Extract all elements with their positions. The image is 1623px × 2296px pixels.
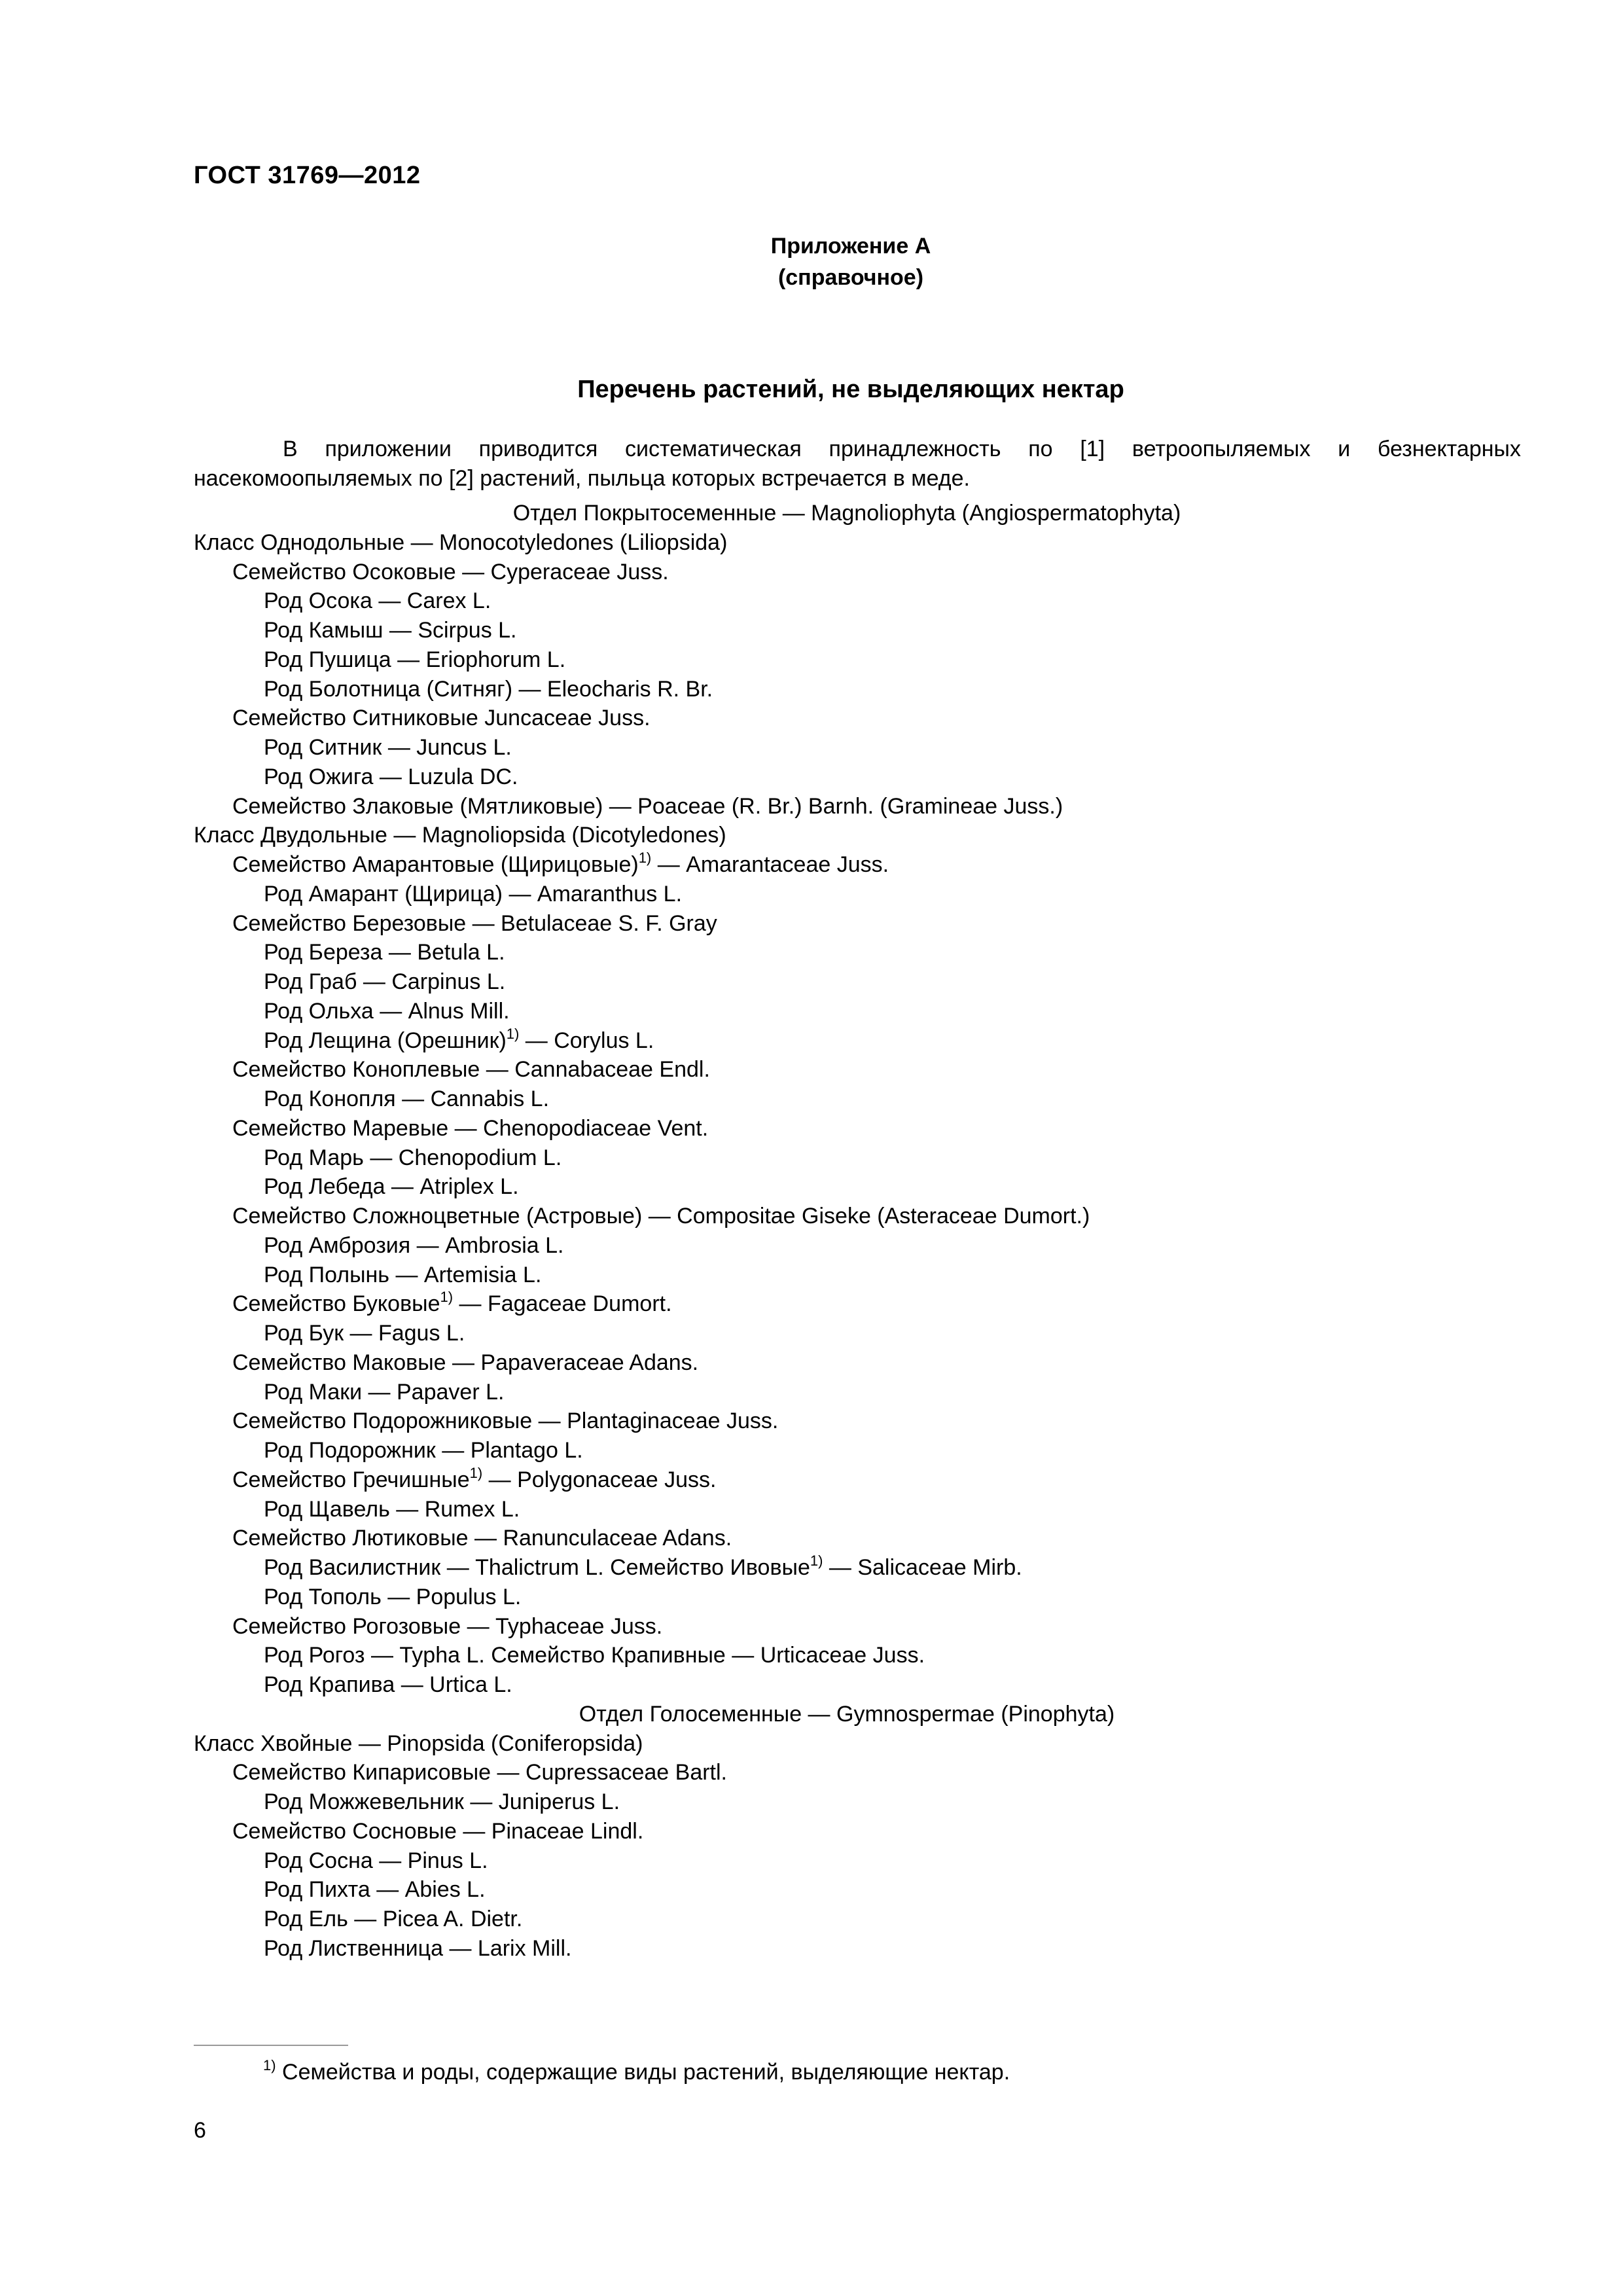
- genus-item: [194, 1583, 1568, 1612]
- genus-item: [194, 1085, 1568, 1114]
- family-item-text: Семейство Буковые: [232, 1291, 440, 1317]
- genus-item: [194, 1846, 1568, 1876]
- class-item-text: Класс Однодольные — Monocotyledones (Liliopsida): [194, 529, 728, 555]
- family-item-text: Семейство Лютиковые — Ranunculaceae Adans.: [232, 1526, 732, 1551]
- family-item: [194, 1465, 1568, 1495]
- footnote-marker: 1): [263, 2057, 276, 2073]
- family-item-text: Семейство Маревые — Chenopodiaceae Vent.: [232, 1115, 709, 1141]
- family-item-text: Семейство Злаковые (Мятликовые) — Poaceae (R. Br.) Barnh. (Gramineae Juss.): [232, 793, 1063, 819]
- genus-item-text: Род Граб — Carpinus L.: [264, 969, 506, 994]
- family-item-text: Семейство Сложноцветные (Астровые) — Compositae Giseke (Asteraceae Dumort.): [232, 1204, 1090, 1229]
- genus-item-text: Род Василистник — Thalictrum L. Семейство Ивовые: [264, 1555, 810, 1580]
- family-item: [194, 909, 1568, 939]
- genus-item-text: Род Можжевельник — Juniperus L.: [264, 1789, 620, 1814]
- genus-item-text: Род Ситник — Juncus L.: [264, 735, 512, 760]
- appendix-heading: [0, 230, 1623, 293]
- genus-item: [194, 1143, 1568, 1173]
- family-item-text: Семейство Рогозовые — Typhaceae Juss.: [232, 1613, 663, 1639]
- family-item-text: Семейство Сосновые — Pinaceae Lindl.: [232, 1818, 644, 1844]
- genus-item: [194, 616, 1568, 645]
- class-item-text: Класс Двудольные — Magnoliopsida (Dicotyledones): [194, 823, 726, 848]
- family-item: [194, 850, 1568, 880]
- footnote-text: Семейства и роды, содержащие виды растений, выделяющие нектар.: [276, 2060, 1010, 2085]
- genus-item: [194, 675, 1568, 704]
- genus-item-text: Род Пушица — Eriophorum L.: [264, 647, 566, 672]
- genus-item-text: Род Лиственница — Larix Mill.: [264, 1935, 572, 1961]
- appendix-kind: (справочное): [777, 265, 924, 290]
- genus-item: [194, 586, 1568, 616]
- family-item-text: Семейство Маковые — Papaveraceae Adans.: [232, 1350, 699, 1375]
- genus-item-text: Род Марь — Chenopodium L.: [264, 1145, 562, 1170]
- genus-item-text: Род Амброзия — Ambrosia L.: [264, 1232, 564, 1258]
- genus-item-text: Род Амарант (Щирица) — Amaranthus L.: [264, 881, 683, 906]
- genus-item: [194, 1641, 1568, 1670]
- appendix-title: Приложение А: [770, 234, 931, 259]
- family-item-text: Семейство Березовые — Betulaceae S. F. Gray: [232, 910, 717, 936]
- genus-item-text: Род Ольха — Alnus Mill.: [264, 998, 510, 1024]
- division-heading: [194, 499, 1500, 528]
- page-number: 6: [194, 2118, 206, 2143]
- family-item: [194, 1612, 1568, 1641]
- class-item-text: Класс Хвойные — Pinopsida (Coniferopsida): [194, 1731, 643, 1756]
- class-item: [194, 821, 1568, 850]
- genus-item-text: Род Крапива — Urtica L.: [264, 1672, 512, 1697]
- genus-item: [194, 880, 1568, 909]
- family-item-text-continued: — Fagaceae Dumort.: [453, 1291, 672, 1317]
- genus-item-text: Род Осока — Carex L.: [264, 588, 491, 614]
- family-item: [194, 1202, 1568, 1231]
- footnote-ref: 1): [810, 1552, 823, 1569]
- genus-item: [194, 1787, 1568, 1817]
- genus-item: [194, 733, 1568, 762]
- genus-item: [194, 1495, 1568, 1524]
- family-item: [194, 1524, 1568, 1553]
- family-item: [194, 1407, 1568, 1436]
- genus-item-text: Род Сосна — Pinus L.: [264, 1848, 488, 1873]
- genus-item-text: Род Лещина (Орешник): [264, 1028, 507, 1053]
- genus-item-text: Род Камыш — Scirpus L.: [264, 618, 517, 643]
- genus-item: [194, 1172, 1568, 1202]
- genus-item-text: Род Подорожник — Plantago L.: [264, 1438, 583, 1463]
- genus-item: [194, 1436, 1568, 1465]
- footnote-ref: 1): [469, 1464, 483, 1481]
- family-item-text: Семейство Гречишные: [232, 1467, 470, 1492]
- genus-item-text: Род Рогоз — Typha L. Семейство Крапивные — Urticaceae Juss.: [264, 1643, 925, 1668]
- genus-item: [194, 997, 1568, 1026]
- family-item-text-continued: — Amarantaceae Juss.: [651, 852, 889, 877]
- footnote-ref: 1): [440, 1289, 454, 1306]
- genus-item-text: Род Конопля — Cannabis L.: [264, 1086, 550, 1111]
- genus-item: [194, 967, 1568, 997]
- genus-item: [194, 1905, 1568, 1934]
- family-item: [194, 1055, 1568, 1085]
- family-item-text-continued: — Polygonaceae Juss.: [482, 1467, 717, 1492]
- footnote: [263, 2056, 1010, 2088]
- genus-item-text: Род Тополь — Populus L.: [264, 1584, 522, 1609]
- genus-item: [194, 1875, 1568, 1905]
- division-heading-text: Отдел Покрытосеменные — Magnoliophyta (Angiospermatophyta): [512, 501, 1181, 526]
- class-item: [194, 528, 1568, 558]
- genus-item-text-continued: — Salicaceae Mirb.: [823, 1555, 1022, 1580]
- family-item: [194, 792, 1568, 821]
- genus-item: [194, 1553, 1568, 1583]
- genus-item-text: Род Пихта — Abies L.: [264, 1877, 486, 1903]
- list-title: Перечень растений, не выделяющих нектар: [577, 376, 1124, 403]
- family-item: [194, 1114, 1568, 1143]
- genus-item-text: Род Береза — Betula L.: [264, 940, 505, 965]
- footnote-divider: [194, 2045, 348, 2046]
- family-item: [194, 704, 1568, 733]
- taxonomy-list: [194, 499, 1568, 1964]
- genus-item-text: Род Ель — Picea A. Dietr.: [264, 1907, 523, 1931]
- genus-item: [194, 1934, 1568, 1964]
- intro-paragraph: В приложении приводится систематическая принадлежность по [1] ветроопыляемых и безнектарных насекомоопыляемых по [2] растений, пыльца которых встречается в меде.: [194, 437, 1521, 491]
- genus-item: [194, 1378, 1568, 1407]
- genus-item: [194, 1670, 1568, 1700]
- family-item-text: Семейство Коноплевые — Cannabaceae Endl.: [232, 1057, 710, 1083]
- genus-item-text: Род Болотница (Ситняг) — Eleocharis R. Br.: [264, 676, 713, 702]
- footnote-ref: 1): [506, 1025, 520, 1042]
- genus-item: [194, 1026, 1568, 1056]
- genus-item: [194, 938, 1568, 967]
- family-item: [194, 1289, 1568, 1319]
- family-item: [194, 1817, 1568, 1846]
- class-item: [194, 1729, 1568, 1759]
- document-code: ГОСТ 31769—2012: [194, 162, 421, 189]
- genus-item-text-continued: — Corylus L.: [519, 1028, 654, 1053]
- family-item-text: Семейство Осоковые — Cyperaceae Juss.: [232, 559, 669, 584]
- family-item-text: Семейство Амарантовые (Щирицовые): [232, 852, 639, 877]
- family-item-text: Семейство Ситниковые Juncaceae Juss.: [232, 706, 651, 731]
- genus-item-text: Род Полынь — Artemisia L.: [264, 1262, 542, 1287]
- footnote-ref: 1): [638, 850, 652, 866]
- genus-item: [194, 762, 1568, 792]
- genus-item: [194, 645, 1568, 675]
- genus-item-text: Род Маки — Papaver L.: [264, 1379, 505, 1405]
- genus-item-text: Род Ожига — Luzula DC.: [264, 764, 518, 789]
- division-heading-text: Отдел Голосеменные — Gymnospermae (Pinophyta): [579, 1701, 1115, 1727]
- family-item-text: Семейство Подорожниковые — Plantaginaceae Juss.: [232, 1408, 779, 1434]
- family-item: [194, 1348, 1568, 1378]
- genus-item: [194, 1231, 1568, 1261]
- family-item-text: Семейство Кипарисовые — Cupressaceae Bartl.: [232, 1760, 728, 1785]
- division-heading: [194, 1700, 1500, 1729]
- genus-item: [194, 1261, 1568, 1290]
- genus-item-text: Род Лебеда — Atriplex L.: [264, 1174, 519, 1200]
- genus-item-text: Род Бук — Fagus L.: [264, 1321, 465, 1346]
- genus-item: [194, 1319, 1568, 1348]
- genus-item-text: Род Щавель — Rumex L.: [264, 1496, 520, 1522]
- family-item: [194, 1758, 1568, 1787]
- family-item: [194, 558, 1568, 587]
